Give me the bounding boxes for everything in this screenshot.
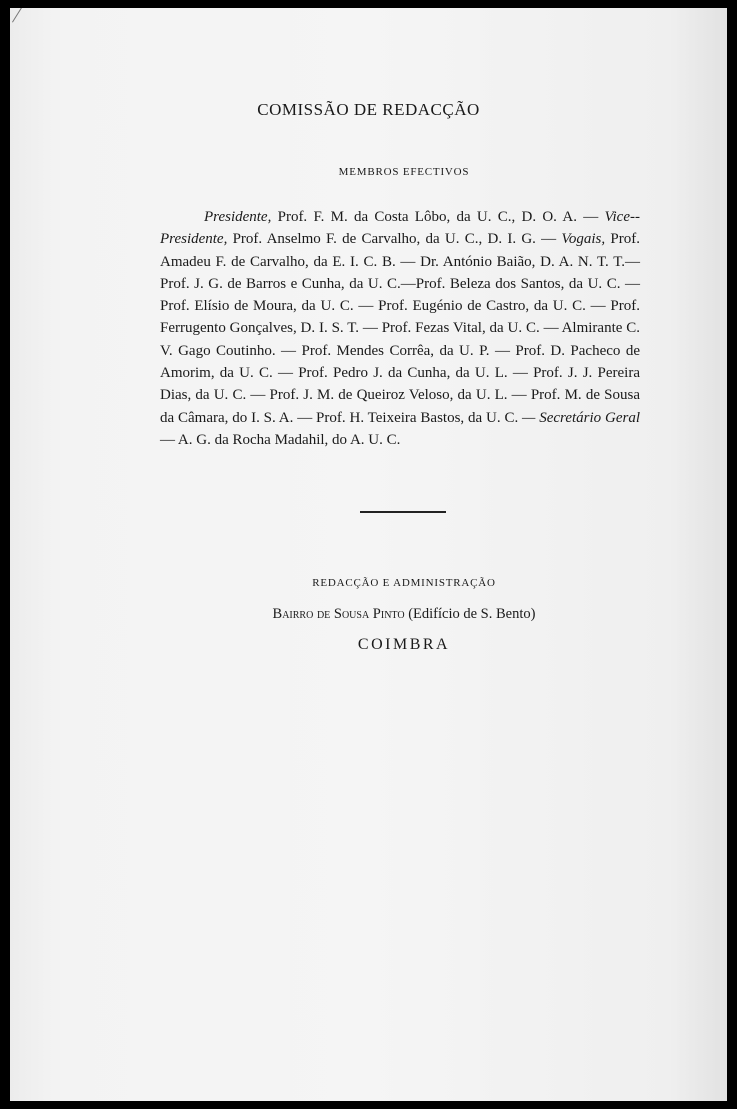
divider-rule: [360, 511, 446, 513]
vogais-label: Vogais,: [561, 231, 606, 248]
scan-mark: [12, 8, 27, 23]
address-line: [0, 606, 737, 623]
address-building: (Edifício de S. Bento): [404, 606, 536, 622]
members-heading: MEMBROS EFECTIVOS: [338, 166, 470, 178]
vice-president-label: Vice--Presidente,: [160, 209, 640, 248]
address-district: Bairro de Sousa Pinto: [272, 606, 405, 622]
president-label: Presidente,: [204, 209, 272, 225]
vice-president-text: Prof. Anselmo F. de Carvalho, da U. C., D. I. G. —: [227, 231, 562, 248]
members-paragraph: [160, 206, 640, 451]
vogais-text: Prof. Amadeu F. de Carvalho, da E. I. C. B. — Dr. António Baião, D. A. N. T. T.—Prof. J. G. de Barros e Cunha, da U. C.—Prof. Beleza dos Santos, da U. C. — Prof. Elísio de Moura, da U. C. — Prof. Eugénio de Castro, da U. C. — Prof. Ferrugento Gonçalves, D. I. S. T. — Prof. Fezas Vital, da U. C. — Almirante C. V. Gago Coutinho. — Prof. Mendes Corrêa, da U. P. — Prof. D. Pacheco de Amorim, da U. C. — Prof. Pedro J. da Cunha, da U. L. — Prof. J. J. Pereira Dias, da U. C. — Prof. J. M. de Queiroz Veloso, da U. L. — Prof. M. de Sousa da Câmara, do I. S. A. — Prof. H. Teixeira Bastos, da U. C.: [160, 231, 640, 426]
admin-heading: REDACÇÃO E ADMINISTRAÇÃO: [312, 577, 496, 589]
city-name: COIMBRA: [357, 636, 451, 653]
page-title: COMISSÃO DE REDACÇÃO: [257, 100, 480, 119]
secretary-label: — Secretário Geral: [522, 409, 640, 426]
president-text: Prof. F. M. da Costa Lôbo, da U. C., D. O. A. —: [271, 209, 605, 225]
secretary-text: — A. G. da Rocha Madahil, do A. U. C.: [160, 431, 401, 448]
